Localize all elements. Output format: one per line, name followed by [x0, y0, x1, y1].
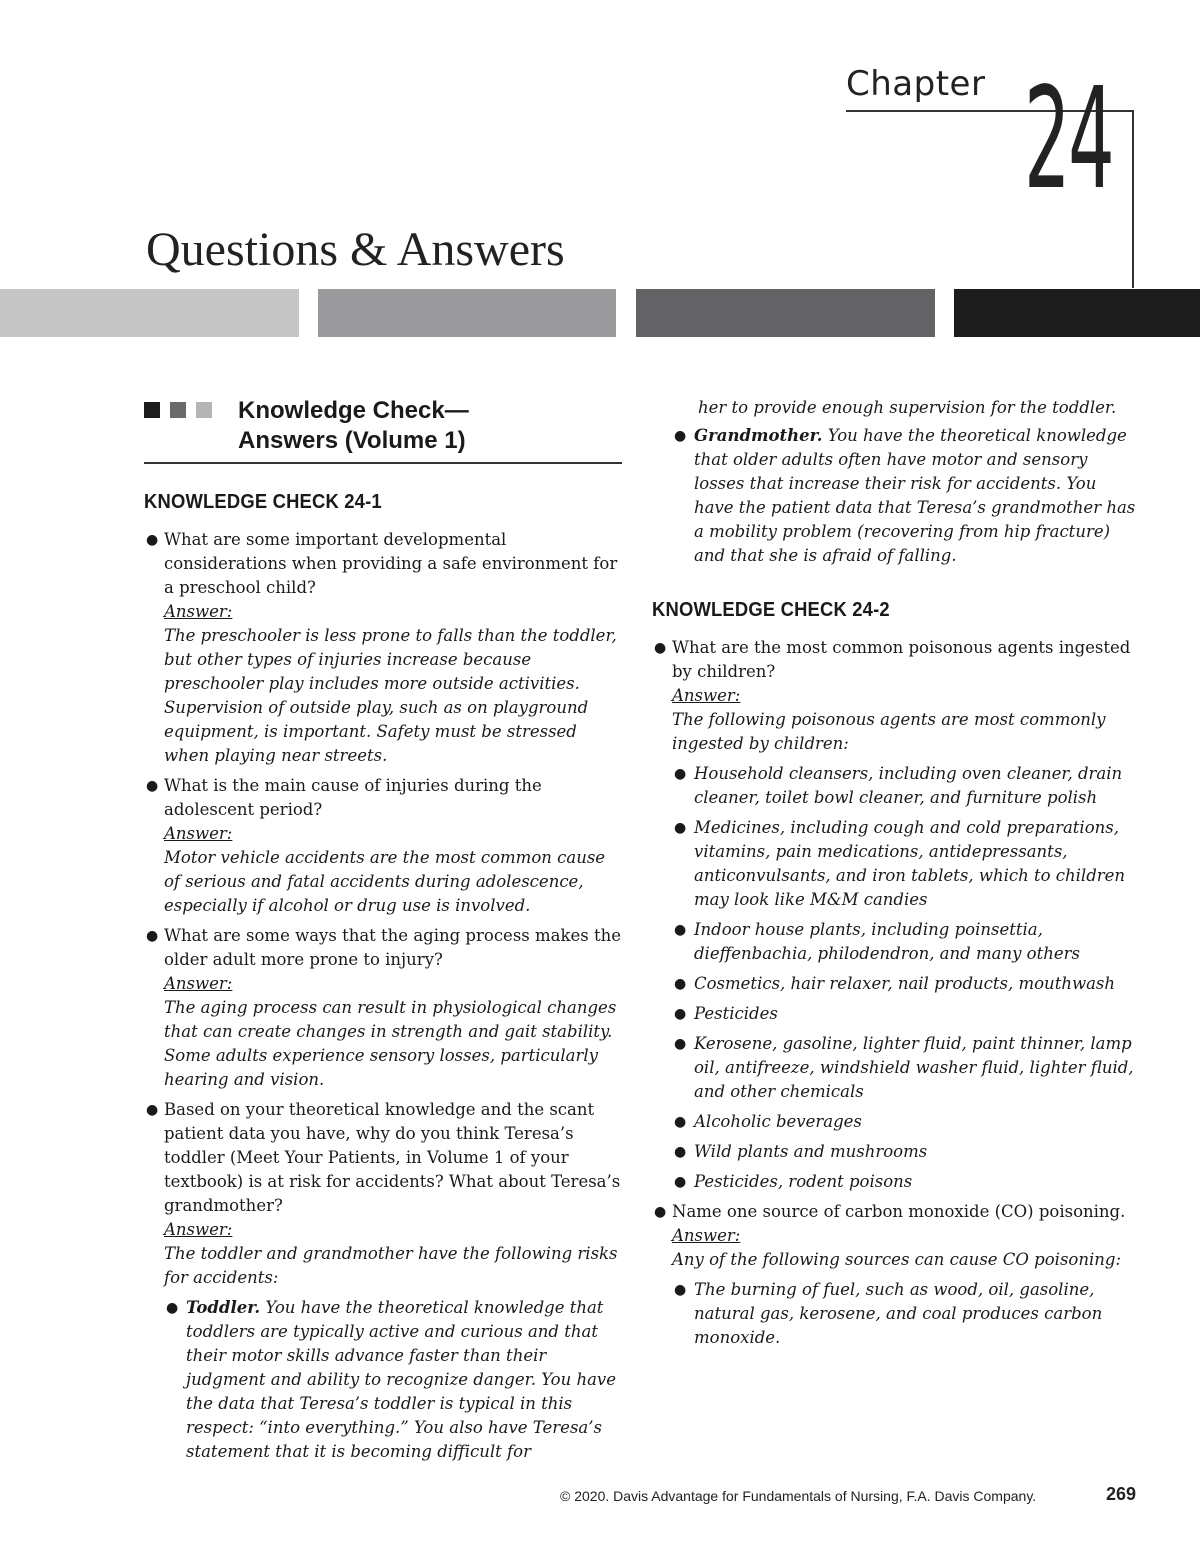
bullet-icon: ● — [674, 766, 687, 782]
bullet-icon: ● — [674, 820, 687, 836]
chapter-vertical-rule — [1132, 110, 1134, 288]
bullet-icon: ● — [146, 928, 159, 944]
bullet-icon: ● — [674, 1036, 687, 1052]
list-item — [652, 1170, 1136, 1194]
grandmother-term: Grandmother. — [694, 426, 823, 445]
bullet-icon: ● — [146, 532, 159, 548]
list-item-text: Wild plants and mushrooms — [694, 1142, 928, 1161]
list-item — [652, 972, 1136, 996]
list-item-text: Cosmetics, hair relaxer, nail products, mouthwash — [694, 974, 1115, 993]
bullet-icon: ● — [166, 1300, 179, 1316]
section-title-line2: Answers (Volume 1) — [238, 427, 466, 454]
question-text: What are the most common poisonous agents ingested by children? — [672, 638, 1131, 681]
bullet-icon: ● — [674, 1006, 687, 1022]
square-icon — [170, 402, 186, 418]
answer-label: Answer: — [672, 1226, 741, 1245]
list-item — [652, 816, 1136, 912]
section-heading — [144, 396, 622, 464]
grandmother-text: You have the theoretical knowledge that older adults often have motor and sensory losses that increase their risk for accidents. You have the patient data that Teresa’s grandmother has a mobility problem (recovering from hip fracture) and that she is afraid of falling. — [694, 426, 1136, 565]
section-title-line1: Knowledge Check— — [238, 397, 469, 424]
list-item — [652, 1002, 1136, 1026]
answer-label: Answer: — [164, 1220, 233, 1239]
band-dark — [636, 289, 935, 337]
band-light — [0, 289, 299, 337]
list-item-text: Household cleansers, including oven cleaner, drain cleaner, toilet bowl cleaner, and furniture polish — [694, 764, 1123, 807]
question-item — [652, 1200, 1136, 1272]
list-item — [652, 918, 1136, 966]
question-item — [652, 636, 1136, 756]
question-text: What is the main cause of injuries during the adolescent period? — [164, 776, 542, 819]
answer-label: Answer: — [672, 686, 741, 705]
list-item — [652, 1032, 1136, 1104]
sub-item-grandmother — [652, 424, 1136, 568]
answer-text: The aging process can result in physiological changes that can create changes in strength and gait stability. Some adults experience sensory losses, particularly hearing and vision. — [164, 998, 617, 1089]
answer-label: Answer: — [164, 602, 233, 621]
bullet-icon: ● — [146, 1102, 159, 1118]
bullet-icon: ● — [654, 640, 667, 656]
answer-text: The toddler and grandmother have the following risks for accidents: — [164, 1244, 618, 1287]
bullet-icon: ● — [674, 1114, 687, 1130]
right-column — [652, 396, 1136, 1356]
answer-text: The preschooler is less prone to falls than the toddler, but other types of injuries increase because preschooler play includes more outside activities. Supervision of outside play, such as on playground equipment, is important. Safety must be stressed when playing near streets. — [164, 626, 617, 765]
answer-text: The following poisonous agents are most commonly ingested by children: — [672, 710, 1106, 753]
question-item — [144, 528, 622, 768]
bullet-icon: ● — [674, 428, 687, 444]
list-item-text: Kerosene, gasoline, lighter fluid, paint thinner, lamp oil, antifreeze, windshield washer fluid, lighter fluid, and other chemicals — [694, 1034, 1134, 1101]
question-text: Based on your theoretical knowledge and the scant patient data you have, why do you think Teresa’s toddler (Meet Your Patients, in Volume 1 of your textbook) is at risk for accidents? What about Teresa’s grandmother? — [164, 1100, 621, 1215]
question-text: What are some important developmental considerations when providing a safe environment for a preschool child? — [164, 530, 618, 597]
toddler-term: Toddler. — [186, 1298, 261, 1317]
left-column — [144, 396, 622, 1470]
list-item — [652, 762, 1136, 810]
bullet-icon: ● — [674, 1174, 687, 1190]
list-item-text: Medicines, including cough and cold preparations, vitamins, pain medications, antidepressants, anticonvulsants, and iron tablets, which to children may look like M&M candies — [694, 818, 1126, 909]
band-mid — [318, 289, 616, 337]
page-number: 269 — [1105, 1484, 1136, 1504]
bullet-icon: ● — [654, 1204, 667, 1220]
list-item — [652, 1140, 1136, 1164]
question-text: Name one source of carbon monoxide (CO) poisoning. — [672, 1202, 1126, 1221]
square-icon — [144, 402, 160, 418]
bullet-icon: ● — [674, 1282, 687, 1298]
square-icon — [196, 402, 212, 418]
bullet-icon: ● — [674, 976, 687, 992]
question-item — [144, 1098, 622, 1290]
page-title: Questions & Answers — [146, 223, 565, 276]
toddler-continuation: her to provide enough supervision for the toddler. — [698, 398, 1117, 417]
list-item — [652, 1278, 1136, 1350]
list-item — [652, 1110, 1136, 1134]
list-item-text: Pesticides — [694, 1004, 778, 1023]
kc1-heading: KNOWLEDGE CHECK 24-1 — [144, 491, 382, 513]
question-text: What are some ways that the aging process makes the older adult more prone to injury? — [164, 926, 621, 969]
copyright-text: © 2020. Davis Advantage for Fundamentals of Nursing, F.A. Davis Company. — [560, 1488, 1037, 1504]
list-item-text: Indoor house plants, including poinsettia, dieffenbachia, philodendron, and many others — [694, 920, 1080, 963]
answer-label: Answer: — [164, 974, 233, 993]
question-item — [144, 774, 622, 918]
list-item-text: Pesticides, rodent poisons — [694, 1172, 913, 1191]
decorative-bands — [0, 289, 1200, 337]
answer-text: Motor vehicle accidents are the most common cause of serious and fatal accidents during adolescence, especially if alcohol or drug use is involved. — [164, 848, 606, 915]
bullet-icon: ● — [674, 1144, 687, 1160]
bullet-icon: ● — [674, 922, 687, 938]
chapter-label: Chapter — [846, 64, 986, 104]
bullet-icon: ● — [146, 778, 159, 794]
band-black — [954, 289, 1200, 337]
list-item-text: The burning of fuel, such as wood, oil, gasoline, natural gas, kerosene, and coal produces carbon monoxide. — [694, 1280, 1103, 1347]
chapter-number: 24 — [1024, 58, 1113, 221]
sub-item-toddler — [144, 1296, 622, 1464]
answer-label: Answer: — [164, 824, 233, 843]
answer-text: Any of the following sources can cause CO poisoning: — [672, 1250, 1122, 1269]
toddler-text: You have the theoretical knowledge that toddlers are typically active and curious and that their motor skills advance faster than their judgment and ability to recognize danger. You have the data that Teresa’s toddler is typical in this respect: “into everything.” You also have Teresa’s statement that it is becoming difficult for — [186, 1298, 617, 1461]
question-item — [144, 924, 622, 1092]
list-item-text: Alcoholic beverages — [694, 1112, 862, 1131]
kc2-heading: KNOWLEDGE CHECK 24-2 — [652, 599, 890, 621]
